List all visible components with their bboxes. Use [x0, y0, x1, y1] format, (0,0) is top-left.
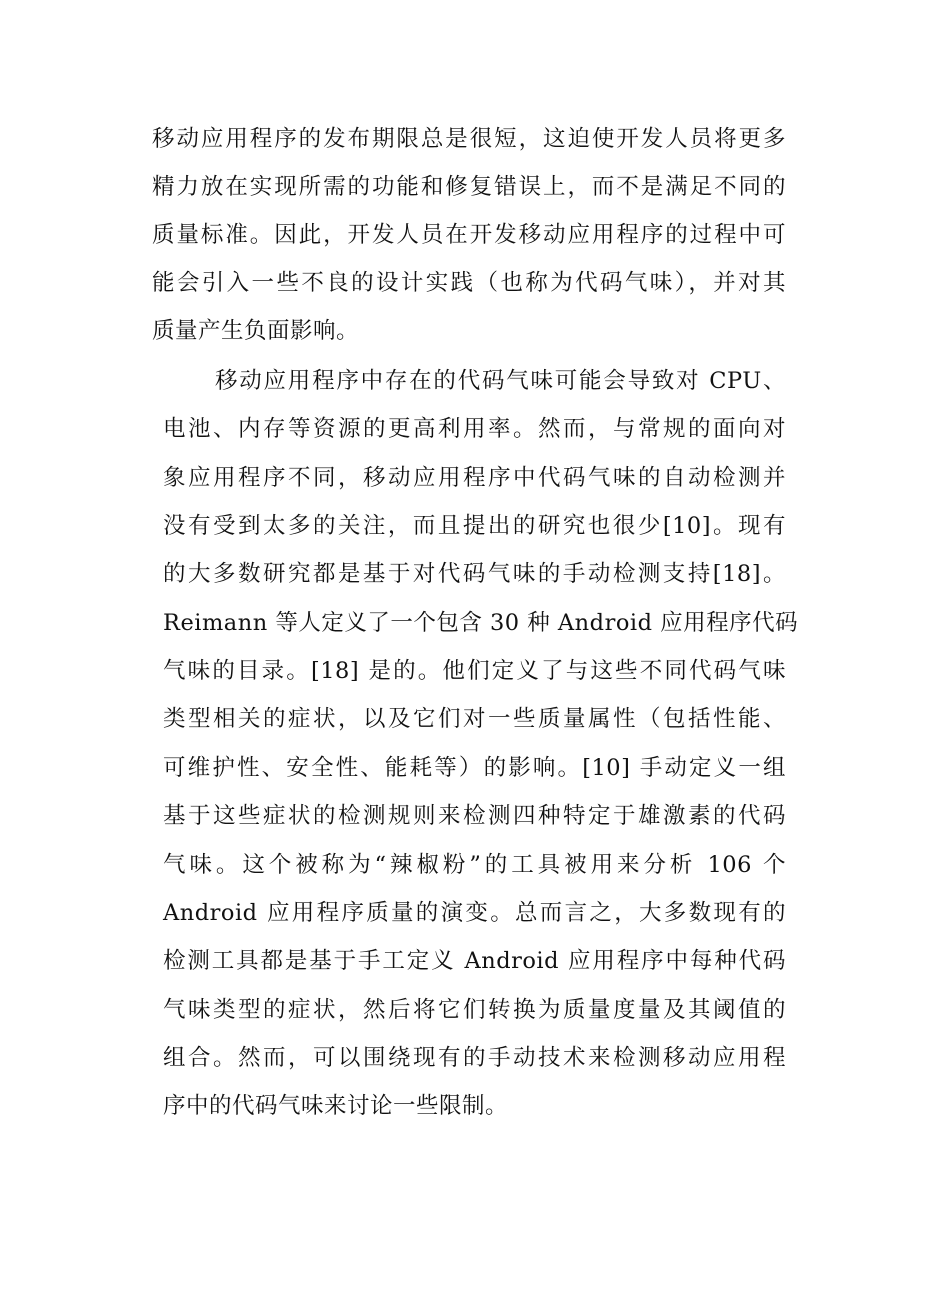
paragraph-1-line-3: 质量标准。因此，开发人员在开发移动应用程序的过程中可: [152, 222, 786, 248]
paragraph-2-line-12: Android 应用程序质量的演变。总而言之，大多数现有的: [163, 900, 786, 926]
paragraph-1-line-5: 质量产生负面影响。: [152, 318, 360, 344]
paragraph-2-line-9: 可维护性、安全性、能耗等）的影响。[10] 手动定义一组: [163, 755, 786, 781]
paragraph-2-line-6: Reimann 等人定义了一个包含 30 种 Android 应用程序代码: [163, 610, 799, 636]
paragraph-2-line-3: 象应用程序不同，移动应用程序中代码气味的自动检测并: [163, 465, 786, 491]
paragraph-2-line-4: 没有受到太多的关注，而且提出的研究也很少[10]。现有: [163, 513, 786, 539]
paragraph-2-line-5: 的大多数研究都是基于对代码气味的手动检测支持[18]。: [163, 561, 786, 587]
paragraph-2-line-13: 检测工具都是基于手工定义 Android 应用程序中每种代码: [163, 948, 786, 974]
paragraph-2-line-10: 基于这些症状的检测规则来检测四种特定于雄激素的代码: [163, 803, 786, 829]
paragraph-2-line-16: 序中的代码气味来讨论一些限制。: [163, 1093, 509, 1119]
paragraph-2-line-1: 移动应用程序中存在的代码气味可能会导致对 CPU、: [215, 368, 786, 394]
paragraph-2-line-14: 气味类型的症状，然后将它们转换为质量度量及其阈值的: [163, 997, 786, 1023]
paragraph-1-line-2: 精力放在实现所需的功能和修复错误上，而不是满足不同的: [152, 174, 786, 200]
paragraph-1-line-4: 能会引入一些不良的设计实践（也称为代码气味），并对其: [152, 270, 786, 296]
paragraph-2-line-7: 气味的目录。[18] 是的。他们定义了与这些不同代码气味: [163, 658, 786, 684]
paragraph-2-line-8: 类型相关的症状，以及它们对一些质量属性（包括性能、: [163, 706, 786, 732]
paragraph-2-line-15: 组合。然而，可以围绕现有的手动技术来检测移动应用程: [163, 1045, 786, 1071]
paragraph-2-line-2: 电池、内存等资源的更高利用率。然而，与常规的面向对: [163, 416, 786, 442]
paragraph-1-line-1: 移动应用程序的发布期限总是很短，这迫使开发人员将更多: [152, 126, 786, 152]
paragraph-2-line-11: 气味。这个被称为“辣椒粉”的工具被用来分析 106 个: [163, 852, 786, 878]
